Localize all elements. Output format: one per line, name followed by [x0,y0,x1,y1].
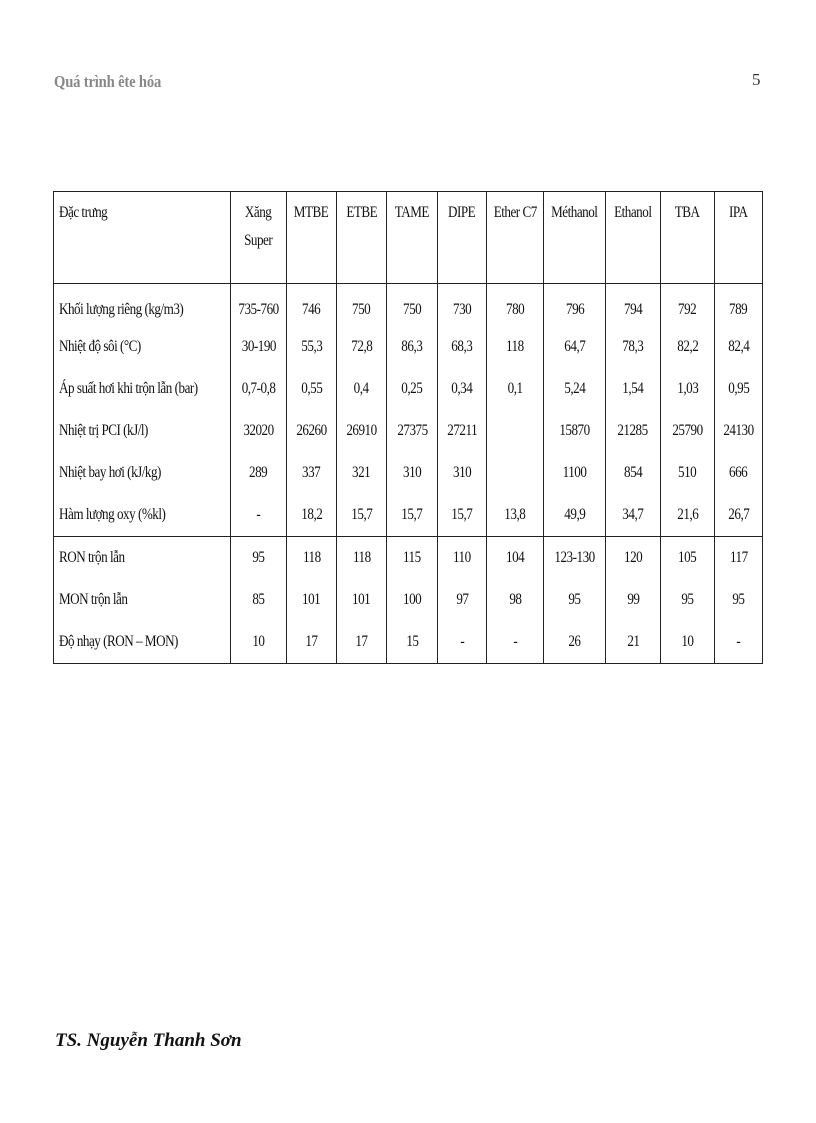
value-cell [337,579,387,621]
table-row [54,452,763,494]
value-cell [231,326,287,368]
value-cell [486,326,544,368]
row-label-cell [54,368,231,410]
row-label-cell [54,284,231,327]
cell-value: 735-760 [238,301,279,318]
cell-value: 27375 [396,422,428,439]
cell-value: 26260 [296,422,327,439]
value-cell [486,621,544,664]
cell-value: 730 [452,301,472,318]
cell-value: 15 [405,633,419,650]
row-label: Áp suất hơi khi trộn lẫn (bar) [59,380,198,397]
cell-value: 98 [509,591,522,608]
cell-value: - [460,633,464,650]
value-cell [386,410,437,452]
value-cell [231,537,287,580]
table-header-row [54,192,763,284]
value-cell [661,579,715,621]
cell-value: 310 [402,464,422,481]
value-cell [386,494,437,537]
cell-value: 95 [681,591,694,608]
table-row [54,579,763,621]
cell-value: 118 [352,549,371,566]
table-row [54,537,763,580]
value-cell [661,537,715,580]
value-cell [715,579,763,621]
value-cell [544,621,606,664]
cell-value: 17 [305,633,318,650]
cell-value: 17 [355,633,368,650]
value-cell [337,537,387,580]
value-cell [286,494,336,537]
value-cell [231,452,287,494]
value-cell [544,284,606,327]
value-cell [438,452,487,494]
header-cell [231,192,287,284]
cell-value: 15,7 [451,506,473,523]
value-cell [231,410,287,452]
value-cell [715,537,763,580]
header-label: Ethanol [614,204,652,221]
cell-value: 15870 [559,422,590,439]
value-cell [661,368,715,410]
value-cell [231,368,287,410]
value-cell [544,579,606,621]
value-cell [438,621,487,664]
cell-value: 21,6 [677,506,699,523]
cell-value: 750 [352,301,371,318]
value-cell [544,368,606,410]
value-cell [715,410,763,452]
header-cell-property [54,192,231,284]
cell-value: 34,7 [622,506,644,523]
row-label: Nhiệt bay hơi (kJ/kg) [59,464,161,481]
value-cell [715,621,763,664]
header-label: ETBE [346,204,377,221]
cell-value: 0,55 [301,380,323,397]
value-cell [286,410,336,452]
header-cell [337,192,387,284]
value-cell [286,537,336,580]
cell-value: 510 [678,464,697,481]
value-cell [337,284,387,327]
row-label: Hàm lượng oxy (%kl) [59,506,166,523]
cell-value: 0,1 [507,380,523,397]
cell-value: 750 [402,301,422,318]
header-cell [605,192,660,284]
table-row [54,284,763,327]
value-cell [486,368,544,410]
cell-value: - [256,506,261,523]
row-label-cell [54,579,231,621]
cell-value: 289 [249,464,268,481]
header-cell [715,192,763,284]
cell-value: 27211 [447,422,477,439]
row-label: Độ nhạy (RON – MON) [59,633,178,650]
cell-value: 118 [506,338,524,355]
value-cell [661,494,715,537]
cell-value: 21285 [617,422,649,439]
cell-value: 72,8 [351,338,373,355]
cell-value: 310 [452,464,472,481]
value-cell [661,284,715,327]
value-cell [337,621,387,664]
cell-value: 55,3 [301,338,323,355]
table-row [54,410,763,452]
header-label-line2: Super [244,232,273,249]
value-cell [605,368,660,410]
table-row [54,368,763,410]
value-cell [605,452,660,494]
value-cell [486,410,544,452]
row-label: RON trộn lẫn [59,549,125,566]
value-cell [605,579,660,621]
cell-value: 97 [455,591,469,608]
value-cell [231,284,287,327]
cell-value: 99 [626,591,640,608]
cell-value: 32020 [243,422,274,439]
value-cell [438,579,487,621]
value-cell [386,621,437,664]
value-cell [544,410,606,452]
header-cell [438,192,487,284]
cell-value: 118 [302,549,321,566]
value-cell [715,452,763,494]
value-cell [231,621,287,664]
cell-value: 1,54 [622,380,644,397]
value-cell [231,494,287,537]
cell-value: 64,7 [564,338,586,355]
header-label: MTBE [294,204,329,221]
row-label-cell [54,494,231,537]
cell-value: 82,2 [677,338,699,355]
value-cell [438,326,487,368]
value-cell [286,452,336,494]
cell-value: 0,95 [727,380,749,397]
cell-value: 10 [681,633,694,650]
value-cell [286,368,336,410]
cell-value: 337 [302,464,321,481]
cell-value: 10 [252,633,265,650]
cell-value: 110 [453,549,471,566]
table-row [54,494,763,537]
author-signature: TS. Nguyễn Thanh Sơn [55,1030,242,1051]
cell-value: 101 [302,591,321,608]
value-cell [438,368,487,410]
row-label: Nhiệt trị PCI (kJ/l) [59,422,148,439]
cell-value: 0,7-0,8 [241,380,276,397]
value-cell [605,326,660,368]
value-cell [438,410,487,452]
cell-value: 780 [505,301,525,318]
cell-value: 1100 [562,464,587,481]
header-label: Đặc trưng [59,204,108,221]
header-cell [386,192,437,284]
cell-value: 105 [678,549,697,566]
cell-value: 78,3 [622,338,644,355]
cell-value: 68,3 [451,338,473,355]
row-label-cell [54,621,231,664]
properties-table [53,191,763,664]
value-cell [486,494,544,537]
value-cell [286,284,336,327]
value-cell [337,410,387,452]
value-cell [286,326,336,368]
value-cell [715,494,763,537]
row-label: Nhiệt độ sôi (°C) [59,338,141,355]
row-label-cell [54,326,231,368]
cell-value: 85 [252,591,265,608]
header-cell [286,192,336,284]
cell-value: 120 [623,549,643,566]
value-cell [661,410,715,452]
value-cell [544,537,606,580]
row-label-cell [54,410,231,452]
cell-value: 115 [403,549,421,566]
value-cell [337,452,387,494]
value-cell [661,621,715,664]
header-label: DIPE [448,204,476,221]
cell-value: 95 [568,591,581,608]
value-cell [715,326,763,368]
cell-value: 0,4 [354,380,370,397]
cell-value: 0,34 [451,380,473,397]
cell-value: 1,03 [677,380,699,397]
value-cell [386,579,437,621]
table-row [54,621,763,664]
cell-value: 82,4 [727,338,749,355]
value-cell [605,537,660,580]
value-cell [486,579,544,621]
row-label-cell [54,537,231,580]
value-cell [605,621,660,664]
page-number: 5 [752,70,761,89]
cell-value: 5,24 [564,380,586,397]
cell-value: 86,3 [401,338,423,355]
cell-value: 104 [505,549,525,566]
cell-value: - [513,633,518,650]
value-cell [386,452,437,494]
value-cell [386,284,437,327]
value-cell [386,537,437,580]
value-cell [486,537,544,580]
header-cell [544,192,606,284]
value-cell [438,494,487,537]
value-cell [661,452,715,494]
value-cell [337,494,387,537]
cell-value: 95 [252,549,265,566]
value-cell [605,284,660,327]
value-cell [337,326,387,368]
value-cell [661,326,715,368]
cell-value: 49,9 [564,506,586,523]
cell-value: 321 [352,464,371,481]
header-label: TAME [394,204,430,221]
value-cell [715,284,763,327]
cell-value: 26910 [346,422,377,439]
header-label: Méthanol [551,204,598,221]
header-label: IPA [729,204,748,221]
cell-value: 666 [729,464,748,481]
header-cell [661,192,715,284]
value-cell [337,368,387,410]
value-cell [486,284,544,327]
cell-value: 13,8 [504,506,526,523]
cell-value: - [736,633,741,650]
cell-value: 100 [402,591,422,608]
cell-value: 117 [729,549,748,566]
cell-value: 792 [678,301,697,318]
value-cell [544,326,606,368]
cell-value: 30-190 [241,338,276,355]
value-cell [605,410,660,452]
cell-value: 123-130 [554,549,595,566]
cell-value: 0,25 [401,380,423,397]
page-header-title: Quá trình ête hóa [54,72,162,91]
value-cell [486,452,544,494]
cell-value: 15,7 [351,506,373,523]
header-cell [486,192,544,284]
cell-value: 21 [626,633,640,650]
header-label: Xăng [245,204,272,221]
cell-value: 25790 [672,422,703,439]
cell-value: 18,2 [301,506,323,523]
value-cell [438,537,487,580]
value-cell [544,494,606,537]
cell-value: 15,7 [401,506,423,523]
cell-value: 746 [302,301,321,318]
cell-value: 26,7 [727,506,749,523]
value-cell [438,284,487,327]
cell-value: 796 [565,301,584,318]
value-cell [286,621,336,664]
header-label: TBA [675,204,700,221]
table-row [54,326,763,368]
cell-value: 26 [568,633,581,650]
value-cell [386,326,437,368]
cell-value: 789 [729,301,748,318]
header-label: Ether C7 [493,204,537,221]
value-cell [544,452,606,494]
value-cell [386,368,437,410]
value-cell [715,368,763,410]
cell-value: 95 [732,591,745,608]
row-label: MON trộn lẫn [59,591,128,608]
cell-value: 101 [352,591,371,608]
cell-value: 24130 [723,422,754,439]
row-label-cell [54,452,231,494]
cell-value: 794 [623,301,643,318]
row-label: Khối lượng riêng (kg/m3) [59,301,184,318]
value-cell [231,579,287,621]
value-cell [605,494,660,537]
value-cell [286,579,336,621]
cell-value: 854 [623,464,643,481]
